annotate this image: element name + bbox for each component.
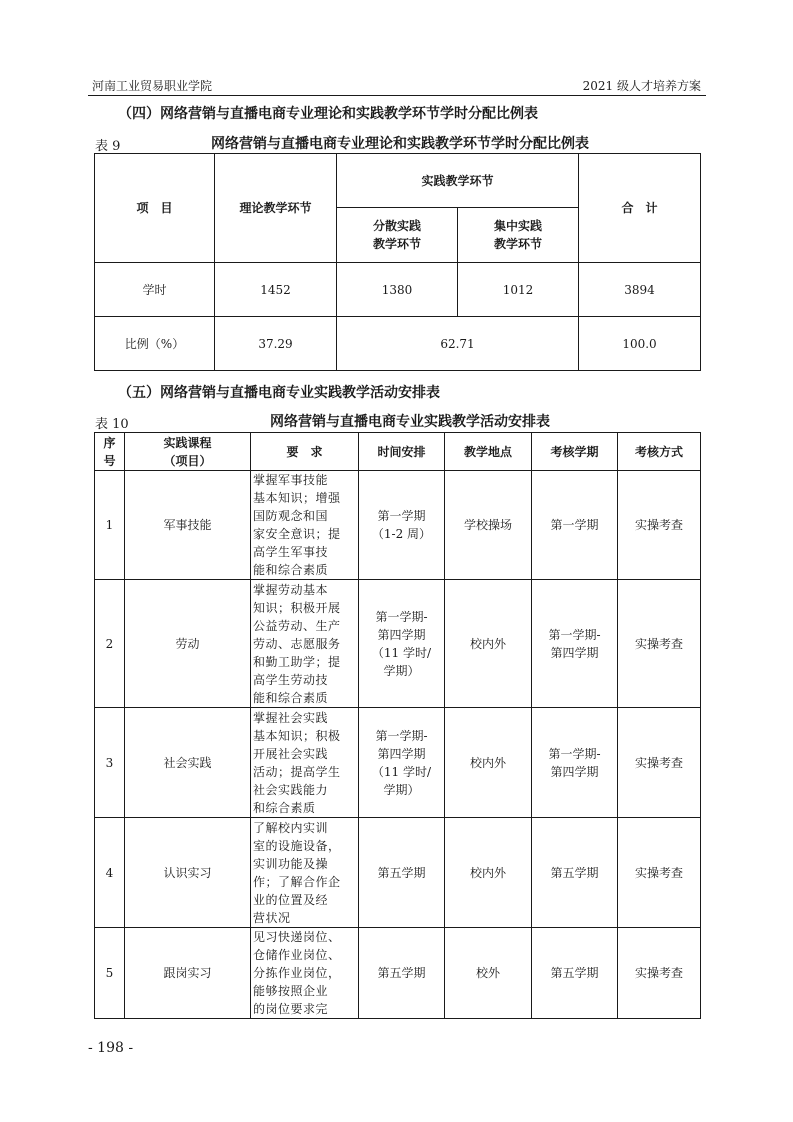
t10-row-requirement-line: 能够按照企业 xyxy=(253,984,329,998)
t10-row-course: 军事技能 xyxy=(125,471,251,580)
table10-label: 表 10 xyxy=(95,417,129,432)
t10-row-term xyxy=(532,928,618,1019)
t10-header-no-line1: 序 xyxy=(103,435,116,450)
t9-ratio-practice: 62.71 xyxy=(337,317,579,371)
t10-row-requirement-line: 家安全意识；提 xyxy=(253,527,341,541)
t10-row-term-line: 第五学期 xyxy=(550,865,599,880)
table-row xyxy=(95,928,701,1019)
t10-row-requirement-line: 分拣作业岗位， xyxy=(253,966,341,980)
t9-hours-total: 3894 xyxy=(579,263,701,317)
table-row xyxy=(95,708,701,818)
t10-header-no-line2: 号 xyxy=(103,453,116,468)
t10-row-requirement-line: 掌握军事技能 xyxy=(253,473,329,487)
t10-row-requirement-line: 活动；提高学生 xyxy=(253,764,341,779)
t10-row-requirement-line: 劳动、志愿服务 xyxy=(253,636,341,651)
t9-header-item: 项 目 xyxy=(95,154,215,263)
t10-row-time xyxy=(359,708,445,818)
section5-title: （五）网络营销与直播电商专业实践教学活动安排表 xyxy=(118,385,440,401)
page-number: - 198 - xyxy=(88,1040,134,1056)
t10-header-term: 考核学期 xyxy=(532,433,618,471)
t9-hours-theory: 1452 xyxy=(215,263,337,317)
t10-row-requirement xyxy=(251,928,359,1019)
t10-row-requirement-line: 和综合素质 xyxy=(253,800,316,815)
t10-row-course: 社会实践 xyxy=(125,708,251,818)
t9-ratio-theory: 37.29 xyxy=(215,317,337,371)
t10-row-no: 4 xyxy=(95,818,125,928)
t10-row-no: 1 xyxy=(95,471,125,580)
t10-header-place: 教学地点 xyxy=(445,433,532,471)
t10-row-time xyxy=(359,580,445,708)
t10-row-time-line: 学期） xyxy=(383,663,420,678)
t10-row-requirement-line: 室的设施设备， xyxy=(253,838,341,853)
t9-hours-dispersed: 1380 xyxy=(337,263,458,317)
t9-header-concentrated-line2: 教学环节 xyxy=(494,237,543,251)
table9-label: 表 9 xyxy=(95,139,121,154)
table10 xyxy=(94,432,701,1019)
t10-row-requirement-line: 能和综合素质 xyxy=(253,563,329,577)
t10-row-place: 校内外 xyxy=(445,708,532,818)
t10-row-method: 实操考查 xyxy=(618,818,701,928)
t10-row-course: 劳动 xyxy=(125,580,251,708)
t10-row-requirement-line: 业的位置及经 xyxy=(253,892,329,907)
t9-header-concentrated-line1: 集中实践 xyxy=(494,219,543,233)
t9-header-dispersed-line2: 教学环节 xyxy=(372,237,421,251)
t10-row-requirement-line: 实训功能及操 xyxy=(253,856,329,871)
t9-ratio-total: 100.0 xyxy=(579,317,701,371)
t10-row-requirement xyxy=(251,818,359,928)
t10-row-term-line: 第一学期- xyxy=(548,746,601,761)
t10-row-term-line: 第一学期- xyxy=(548,627,601,642)
t10-row-requirement xyxy=(251,471,359,580)
t10-row-time-line: 第一学期 xyxy=(377,509,426,523)
t9-header-total: 合 计 xyxy=(579,154,701,263)
t10-row-no: 3 xyxy=(95,708,125,818)
t10-row-time-line: 学期） xyxy=(383,782,420,797)
t10-row-requirement-line: 国防观念和国 xyxy=(253,509,329,523)
t10-row-requirement-line: 见习快递岗位、 xyxy=(253,930,341,944)
table-row xyxy=(95,263,701,317)
t10-row-term-line: 第五学期 xyxy=(550,966,599,980)
t9-header-concentrated xyxy=(458,208,579,263)
t10-row-term-line: 第一学期 xyxy=(550,518,599,532)
t10-header-requirement: 要 求 xyxy=(251,433,359,471)
t10-row-requirement-line: 高学生劳动技 xyxy=(253,672,329,687)
t10-row-course: 跟岗实习 xyxy=(125,928,251,1019)
header-school: 河南工业贸易职业学院 xyxy=(92,79,213,93)
t10-row-term xyxy=(532,818,618,928)
t10-row-time xyxy=(359,471,445,580)
t10-row-time-line: 第一学期- xyxy=(375,728,428,743)
t10-row-requirement-line: 营状况 xyxy=(253,910,291,925)
t10-row-term xyxy=(532,580,618,708)
t10-row-term xyxy=(532,471,618,580)
t9-header-practice: 实践教学环节 xyxy=(337,154,579,208)
t10-row-place: 校内外 xyxy=(445,818,532,928)
t10-row-time-line: （1-2 周） xyxy=(371,527,432,541)
t9-header-dispersed-line1: 分散实践 xyxy=(372,219,421,233)
t10-row-place: 学校操场 xyxy=(445,471,532,580)
table9 xyxy=(94,153,701,371)
table-row xyxy=(95,580,701,708)
t10-row-time-line: 第四学期 xyxy=(377,627,426,642)
t10-row-requirement xyxy=(251,708,359,818)
table10-title: 网络营销与直播电商专业实践教学活动安排表 xyxy=(270,414,550,430)
t10-row-time xyxy=(359,818,445,928)
t9-header-theory: 理论教学环节 xyxy=(215,154,337,263)
t10-row-requirement-line: 公益劳动、生产 xyxy=(253,618,341,633)
t10-header-time: 时间安排 xyxy=(359,433,445,471)
t10-row-term-line: 第四学期 xyxy=(550,645,599,660)
section4-title: （四）网络营销与直播电商专业理论和实践教学环节学时分配比例表 xyxy=(118,106,538,122)
t10-row-method: 实操考查 xyxy=(618,708,701,818)
t10-header-course-line1: 实践课程 xyxy=(163,435,212,450)
t10-row-requirement-line: 高学生军事技 xyxy=(253,545,329,559)
header-plan: 2021 级人才培养方案 xyxy=(582,79,701,93)
t10-row-requirement-line: 的岗位要求完 xyxy=(253,1002,329,1016)
t10-row-requirement-line: 了解校内实训 xyxy=(253,820,329,835)
t9-hours-concentrated: 1012 xyxy=(458,263,579,317)
t10-row-place: 校外 xyxy=(445,928,532,1019)
t10-row-time-line: （11 学时/ xyxy=(371,764,432,779)
t10-row-method: 实操考查 xyxy=(618,580,701,708)
t9-ratio-label: 比例（%） xyxy=(95,317,215,371)
t10-row-term xyxy=(532,708,618,818)
t10-row-no: 2 xyxy=(95,580,125,708)
t10-row-time-line: 第一学期- xyxy=(375,609,428,624)
t10-row-method: 实操考查 xyxy=(618,471,701,580)
t10-row-term-line: 第四学期 xyxy=(550,764,599,779)
t10-row-requirement xyxy=(251,580,359,708)
header-divider xyxy=(88,95,706,96)
t10-header-no xyxy=(95,433,125,471)
t10-row-time-line: 第五学期 xyxy=(377,966,426,980)
t10-row-method: 实操考查 xyxy=(618,928,701,1019)
t10-header-course-line2: （项目） xyxy=(163,453,212,468)
t10-row-requirement-line: 作；了解合作企 xyxy=(253,874,341,889)
table9-title: 网络营销与直播电商专业理论和实践教学环节学时分配比例表 xyxy=(211,136,589,152)
table-row xyxy=(95,471,701,580)
t10-row-time xyxy=(359,928,445,1019)
t10-row-requirement-line: 能和综合素质 xyxy=(253,690,329,705)
t10-row-requirement-line: 掌握社会实践 xyxy=(253,710,329,725)
t10-row-time-line: 第五学期 xyxy=(377,865,426,880)
t10-row-time-line: 第四学期 xyxy=(377,746,426,761)
t10-row-course: 认识实习 xyxy=(125,818,251,928)
t10-row-no: 5 xyxy=(95,928,125,1019)
t10-row-requirement-line: 知识；积极开展 xyxy=(253,600,341,615)
t10-row-time-line: （11 学时/ xyxy=(371,645,432,660)
t10-header-method: 考核方式 xyxy=(618,433,701,471)
table-row xyxy=(95,317,701,371)
t10-row-place: 校内外 xyxy=(445,580,532,708)
t9-header-dispersed xyxy=(337,208,458,263)
t10-header-course xyxy=(125,433,251,471)
t10-row-requirement-line: 掌握劳动基本 xyxy=(253,582,329,597)
t9-hours-label: 学时 xyxy=(95,263,215,317)
t10-row-requirement-line: 基本知识；增强 xyxy=(253,491,341,505)
t10-row-requirement-line: 和勤工助学；提 xyxy=(253,654,341,669)
table-row xyxy=(95,818,701,928)
t10-row-requirement-line: 开展社会实践 xyxy=(253,746,329,761)
t10-row-requirement-line: 基本知识；积极 xyxy=(253,728,341,743)
t10-row-requirement-line: 仓储作业岗位、 xyxy=(253,948,341,962)
t10-row-requirement-line: 社会实践能力 xyxy=(253,782,329,797)
